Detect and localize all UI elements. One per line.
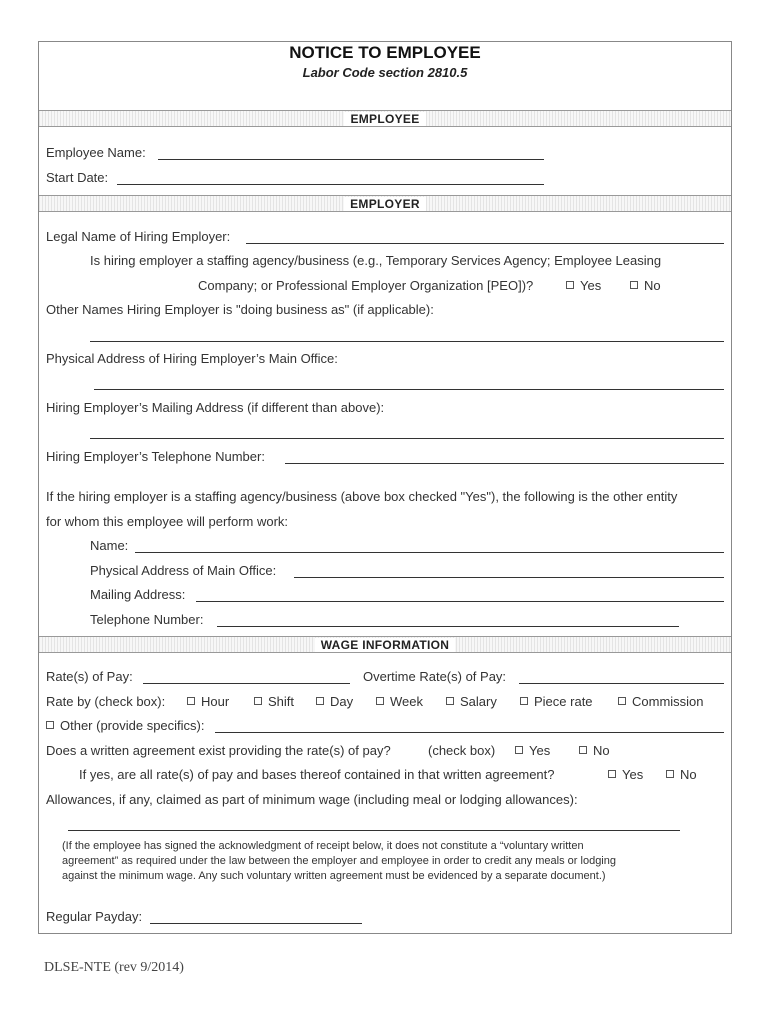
contained-question: If yes, are all rate(s) of pay and bases thereof contained in that written agreement?: [79, 767, 555, 782]
checkbox-icon[interactable]: [630, 281, 638, 289]
rate-option-shift[interactable]: Shift: [254, 694, 294, 710]
section-header-employee: EMPLOYEE: [39, 110, 731, 127]
contained-no-option[interactable]: No: [666, 767, 697, 783]
allowances-field[interactable]: [68, 830, 680, 831]
rate-by-label: Rate by (check box):: [46, 694, 166, 709]
dba-label: Other Names Hiring Employer is "doing business as" (if applicable):: [46, 302, 434, 317]
rate-of-pay-label: Rate(s) of Pay:: [46, 669, 133, 684]
form-id: DLSE-NTE (rev 9/2014): [44, 960, 184, 975]
agreement-question: Does a written agreement exist providing the rate(s) of pay?: [46, 743, 391, 758]
legal-name-label: Legal Name of Hiring Employer:: [46, 229, 231, 244]
start-date-field[interactable]: [117, 184, 544, 185]
other-specifics-field[interactable]: [215, 732, 724, 733]
overtime-rate-field[interactable]: [519, 683, 724, 684]
other-entity-name-label: Name:: [90, 538, 129, 553]
employee-name-label: Employee Name:: [46, 145, 146, 160]
agreement-no-option[interactable]: No: [579, 743, 610, 759]
form-subtitle: Labor Code section 2810.5: [302, 65, 468, 80]
allowances-label: Allowances, if any, claimed as part of minimum wage (including meal or lodging allowances):: [46, 792, 578, 807]
checkbox-icon[interactable]: [520, 697, 528, 705]
checkbox-icon[interactable]: [46, 721, 54, 729]
dba-field[interactable]: [90, 341, 724, 342]
rate-option-hour[interactable]: Hour: [187, 694, 229, 710]
regular-payday-label: Regular Payday:: [46, 909, 143, 924]
section-header-employer: EMPLOYER: [39, 195, 731, 212]
overtime-rate-label: Overtime Rate(s) of Pay:: [363, 669, 507, 684]
physical-address-field[interactable]: [94, 389, 724, 390]
telephone-field[interactable]: [285, 463, 724, 464]
rate-option-day[interactable]: Day: [316, 694, 353, 710]
contained-yes-option[interactable]: Yes: [608, 767, 643, 783]
mailing-address-label: Hiring Employer’s Mailing Address (if different than above):: [46, 400, 385, 415]
other-entity-line2: for whom this employee will perform work:: [46, 514, 289, 529]
checkbox-icon[interactable]: [608, 770, 616, 778]
checkbox-icon[interactable]: [618, 697, 626, 705]
check-box-hint: (check box): [428, 743, 496, 758]
rate-option-salary[interactable]: Salary: [446, 694, 497, 710]
mailing-address-field[interactable]: [90, 438, 724, 439]
staffing-no-option[interactable]: No: [630, 278, 661, 294]
other-entity-mailing-field[interactable]: [196, 601, 724, 602]
staffing-yes-option[interactable]: Yes: [566, 278, 601, 294]
rate-option-other[interactable]: Other (provide specifics):: [46, 718, 205, 734]
employee-name-field[interactable]: [158, 159, 544, 160]
rate-option-piece-rate[interactable]: Piece rate: [520, 694, 593, 710]
checkbox-icon[interactable]: [446, 697, 454, 705]
checkbox-icon[interactable]: [566, 281, 574, 289]
rate-option-week[interactable]: Week: [376, 694, 423, 710]
other-entity-name-field[interactable]: [135, 552, 724, 553]
other-entity-phone-field[interactable]: [217, 626, 679, 627]
agreement-yes-option[interactable]: Yes: [515, 743, 550, 759]
checkbox-icon[interactable]: [187, 697, 195, 705]
checkbox-icon[interactable]: [254, 697, 262, 705]
staffing-question-line1: Is hiring employer a staffing agency/business (e.g., Temporary Services Agency; Employee Leasing: [90, 253, 662, 268]
rate-of-pay-field[interactable]: [143, 683, 350, 684]
other-entity-mailing-label: Mailing Address:: [90, 587, 186, 602]
checkbox-icon[interactable]: [316, 697, 324, 705]
telephone-label: Hiring Employer’s Telephone Number:: [46, 449, 265, 464]
section-header-wage: WAGE INFORMATION: [39, 636, 731, 653]
other-entity-physical-label: Physical Address of Main Office:: [90, 563, 277, 578]
checkbox-icon[interactable]: [579, 746, 587, 754]
rate-option-commission[interactable]: Commission: [618, 694, 704, 710]
staffing-question-line2: Company; or Professional Employer Organization [PEO])?: [198, 278, 534, 293]
voluntary-agreement-note: (If the employee has signed the acknowledgment of receipt below, it does not constitute a “voluntary written agreement” as required under the law between the employer and employee in order to credit any meals or lodging against the minimum wage. Any such voluntary written agreement must be evidenced by a separate document.): [62, 840, 616, 882]
start-date-label: Start Date:: [46, 170, 109, 185]
checkbox-icon[interactable]: [515, 746, 523, 754]
physical-address-label: Physical Address of Hiring Employer’s Main Office:: [46, 351, 338, 366]
checkbox-icon[interactable]: [376, 697, 384, 705]
other-entity-line1: If the hiring employer is a staffing agency/business (above box checked "Yes"), the following is the other entity: [46, 489, 678, 504]
other-entity-physical-field[interactable]: [294, 577, 724, 578]
checkbox-icon[interactable]: [666, 770, 674, 778]
regular-payday-field[interactable]: [150, 923, 362, 924]
form-title: NOTICE TO EMPLOYEE: [289, 43, 481, 62]
legal-name-field[interactable]: [246, 243, 724, 244]
other-entity-phone-label: Telephone Number:: [90, 612, 204, 627]
